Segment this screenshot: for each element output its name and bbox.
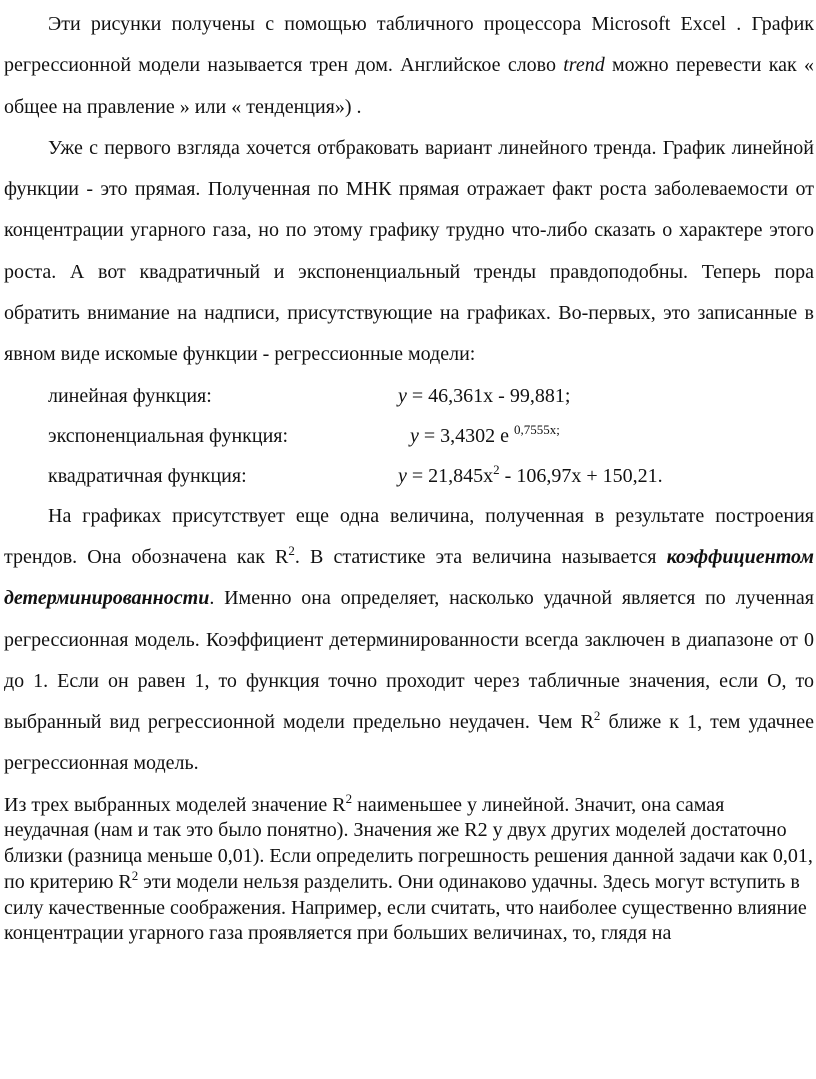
formula-label: квадратичная функция:: [48, 464, 247, 487]
paragraph-determination: На графиках присутствует еще одна величина, полученная в результате построения трендов. Она обозначена как $R^2$. В статистике эта величина называется коэффициентом детерминированности. Именно она определяет, насколько удачной является по лученная регрессионная модель. Коэффициент детерминированности всегда заключен в диапазоне от 0 до 1. Если он равен 1, то функция точно проходит через табличные значения, если О, то выбранный вид регрессионной модели предельно неудачен. Чем $R^2$ ближе к 1, тем удачнее регрессионная модель.: [4, 504, 814, 775]
formula-linear: [4, 376, 814, 416]
formula-quadratic: [4, 456, 814, 496]
formula-equation: y = 46,361x - 99,881;: [398, 384, 571, 407]
paragraph-linear-trend: Уже с первого взгляда хочется отбраковать вариант линейного тренда. График линейной функции - это прямая. Полученная по МНК прямая отражает факт роста заболеваемости от концентрации угарного газа, но по этому графику трудно что-либо сказать о характере этого роста. А вот квадратичный и экспоненциальный тренды правдоподобны. Теперь пора обратить внимание на надписи, присутствующие на графиках. Во-первых, это записанные в явном виде искомые функции - регрессионные модели:: [4, 136, 814, 366]
exponent: 2: [493, 461, 500, 477]
trend-word: trend: [563, 54, 605, 77]
formula-label: линейная функция:: [48, 384, 212, 407]
formula-label: экспоненциальная функция:: [48, 424, 289, 447]
term-determination: коэффициентом детерминированности: [4, 545, 814, 610]
paragraph-comparison: Из трех выбранных моделей значение $R^2$ наименьшее у линейной. Значит, она самая неудачная (нам и так это было понятно). Значения же R2 у двух других моделей достаточно близки (разница меньше 0,01). Если определить погрешность решения данной задачи как 0,01, по критерию $R^2$ эти модели нельзя разделить. Они одинаково удачны. Здесь могут вступить в силу качественные соображения. Например, если считать, что наиболее существенно влияние концентрации угарного газа проявляется при больших величинах, то, глядя на: [4, 790, 813, 945]
formula-equation: $y = 21,845x^2 - 106,97x + 150,21$.: [398, 461, 663, 487]
exponent: 0,7555x;: [514, 421, 560, 437]
formula-equation: y = 3,4302 e $^{0,7555x;}$: [410, 421, 560, 447]
paragraph-intro: Эти рисунки получены с помощью табличного процессора Microsoft Excel . График регрессионной модели называется трен дом. Английское слово trend можно перевести как « общее на правление » или « тенденция») .: [4, 13, 814, 118]
formula-exponential: [4, 416, 814, 456]
